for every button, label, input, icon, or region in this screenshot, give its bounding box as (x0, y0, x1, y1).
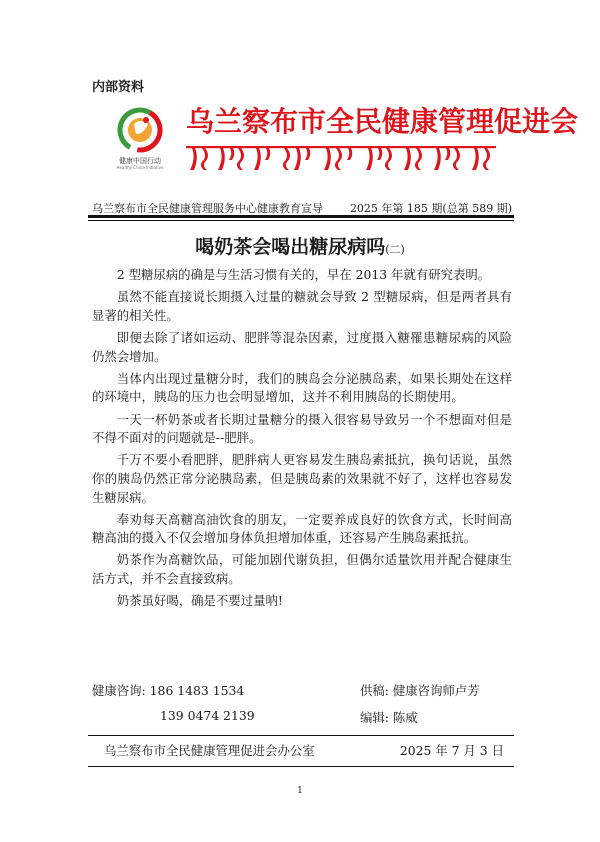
mongolian-script-banner (186, 140, 496, 174)
logo-caption: 健康中国行动 (119, 157, 161, 165)
paragraph: 奉劝每天高糖高油饮食的朋友，一定要养成良好的饮食方式，长时间高糖高油的摄入不仅会增加身体负担增加体重，还容易产生胰岛素抵抗。 (92, 511, 512, 546)
paragraph: 即便去除了诸如运动、肥胖等混杂因素，过度摄入糖罹患糖尿病的风险仍然会增加。 (92, 329, 512, 364)
paragraph: 奶茶作为高糖饮品，可能加剧代谢负担，但偶尔适量饮用并配合健康生活方式，并不会直接致病。 (92, 552, 512, 587)
article-title-text: 喝奶茶会喝出糖尿病吗 (195, 236, 386, 258)
footer-rule-top (88, 735, 514, 736)
paragraph: 奶茶虽好喝，确是不要过量呐! (116, 593, 283, 609)
article-body (92, 266, 512, 614)
footer-office: 乌兰察布市全民健康管理促进会办公室 (104, 743, 315, 758)
logo-subcaption: Healthy China Initiative (116, 165, 164, 170)
article-part: (二) (385, 243, 405, 256)
footer-date: 2025 年 7 月 3 日 (399, 743, 504, 758)
paragraph: 当体内出现过量糖分时，我们的胰岛会分泌胰岛素，如果长期处在这样的环境中，胰岛的压力也会明显增加，这并不利用胰岛的长期使用。 (92, 370, 512, 405)
header-rule-thick (88, 215, 514, 218)
issue-line (92, 200, 512, 216)
article-title (0, 232, 600, 259)
internal-label: 内部资料 (92, 80, 145, 95)
consult-phone-2: 139 0474 2139 (160, 708, 255, 723)
footer (104, 741, 504, 759)
paragraph: 2 型糖尿病的确是与生活习惯有关的，早在 2013 年就有研究表明。 (116, 267, 491, 282)
issue-number: 2025 年第 185 期(总第 589 期) (349, 202, 512, 215)
paragraph: 一天一杯奶茶或者长期过量糖分的摄入很容易导致另一个不想面对但是不得不面对的问题就是--肥胖。 (92, 411, 512, 446)
paragraph: 千万不要小看肥胖，肥胖病人更容易发生胰岛素抵抗，换句话说，虽然你的胰岛仍然正常分泌胰岛素，但是胰岛素的效果就不好了，这样也容易发生糖尿病。 (92, 452, 512, 505)
footer-rule-bottom (88, 766, 514, 767)
editor-credit: 编辑: 陈威 (360, 710, 418, 725)
paragraph: 虽然不能直接说长期摄入过量的糖就会导致 2 型糖尿病，但是两者具有显著的相关性。 (92, 289, 512, 323)
source-credit: 供稿: 健康咨询师卢芳 (360, 683, 480, 698)
consult-phone-line: 健康咨询: 186 1483 1534 (92, 683, 245, 698)
publisher-text: 乌兰察布市全民健康管理服务中心健康教育宣导 (92, 202, 323, 215)
page-number: 1 (297, 786, 303, 796)
header-rule-thin (88, 220, 514, 221)
masthead-title: 乌兰察布市全民健康管理促进会 (186, 105, 579, 138)
